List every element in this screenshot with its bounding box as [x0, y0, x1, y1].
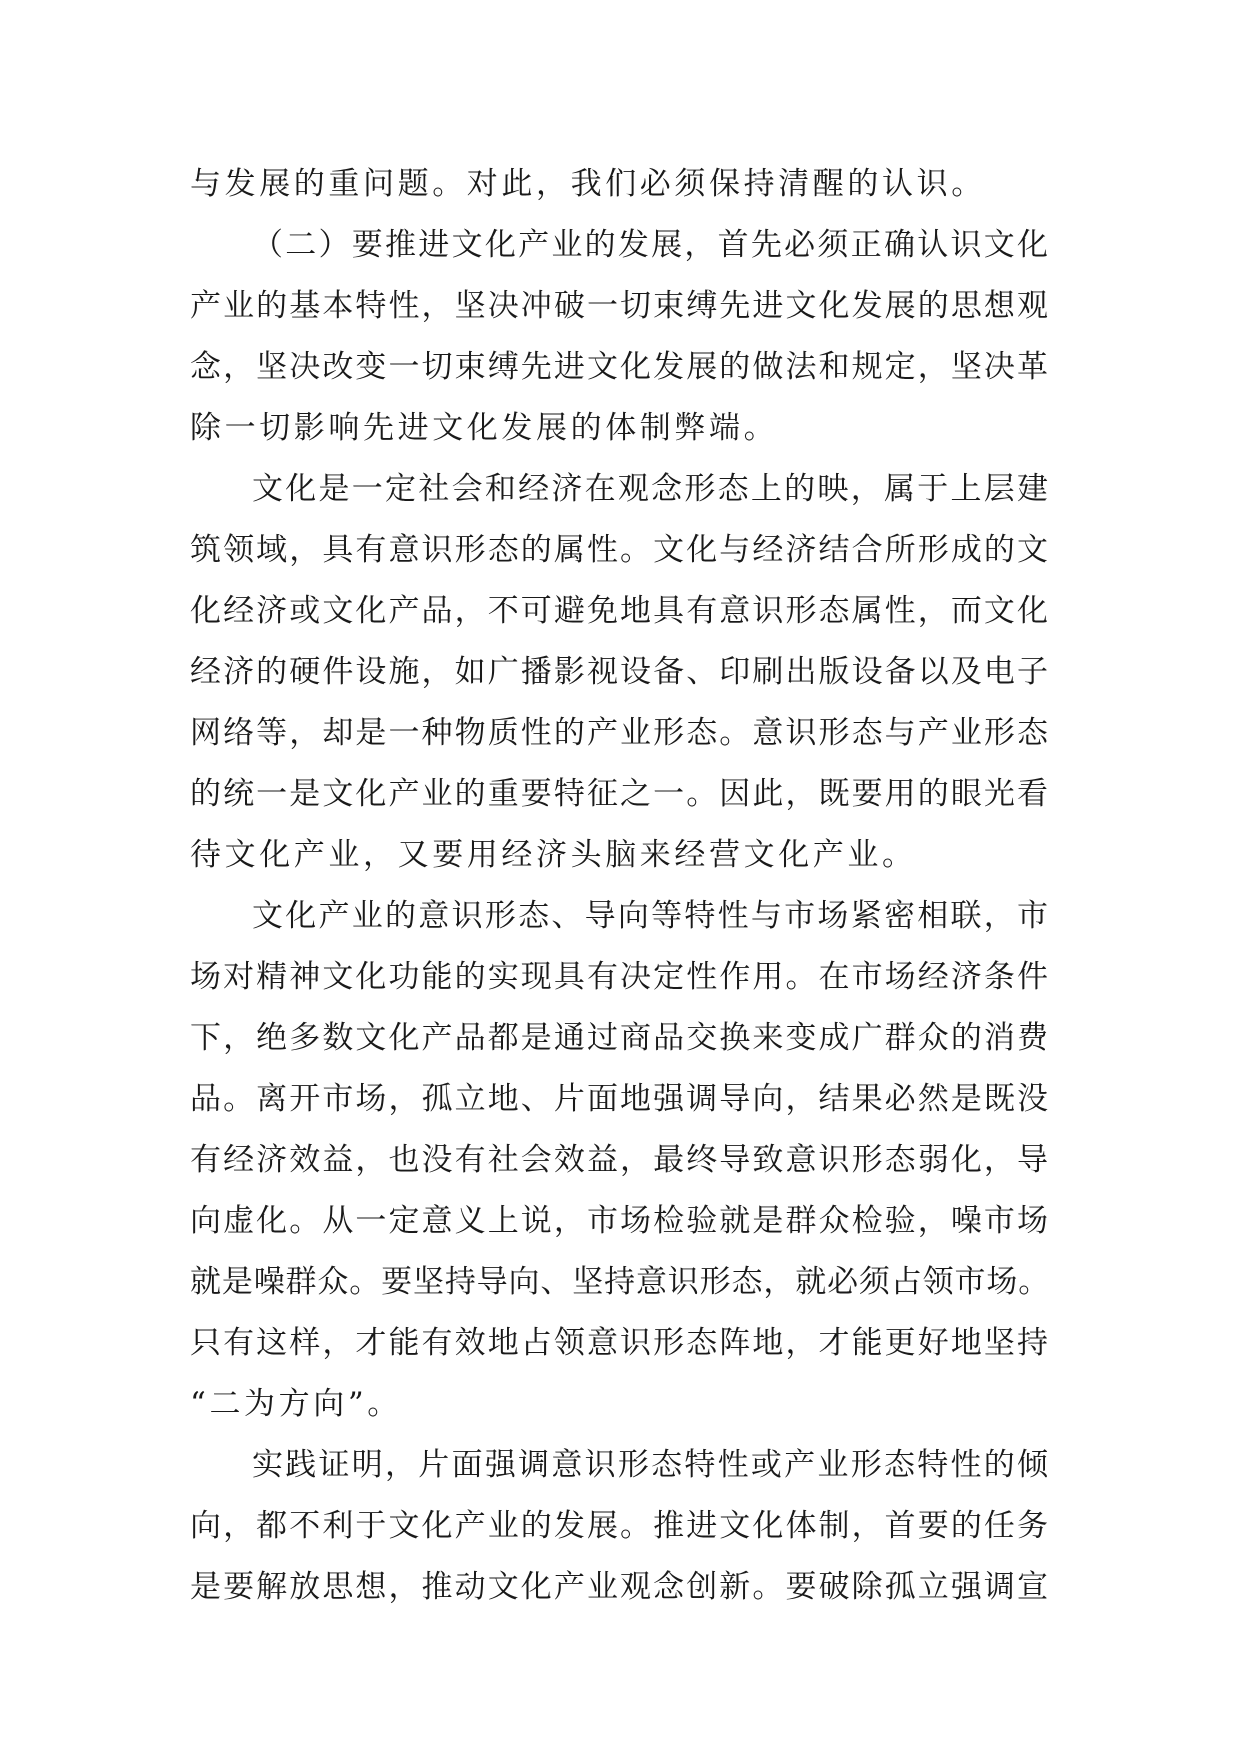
text-line: 实践证明，片面强调意识形态特性或产业形态特性的倾 — [252, 1447, 1050, 1483]
text-line: 是要解放思想，推动文化产业观念创新。要破除孤立强调宣 — [190, 1569, 1050, 1605]
text-line: 化经济或文化产品，不可避免地具有意识形态属性，而文化 — [190, 593, 1050, 629]
text-line: 场对精神文化功能的实现具有决定性作用。在市场经济条件 — [190, 959, 1050, 995]
text-line: 与发展的重问题。对此，我们必须保持清醒的认识。 — [190, 166, 986, 202]
text-line: 念，坚决改变一切束缚先进文化发展的做法和规定，坚决革 — [190, 349, 1050, 385]
text-line: 品。离开市场，孤立地、片面地强调导向，结果必然是既没 — [190, 1081, 1050, 1117]
text-line: 向虚化。从一定意义上说，市场检验就是群众检验，噪市场 — [190, 1203, 1050, 1239]
text-line: 产业的基本特性，坚决冲破一切束缚先进文化发展的思想观 — [190, 288, 1050, 324]
text-line: （二）要推进文化产业的发展，首先必须正确认识文化 — [252, 227, 1050, 263]
text-line: 文化产业的意识形态、导向等特性与市场紧密相联，市 — [252, 898, 1050, 934]
text-line: 文化是一定社会和经济在观念形态上的映，属于上层建 — [252, 471, 1050, 507]
text-line: 网络等，却是一种物质性的产业形态。意识形态与产业形态 — [190, 715, 1050, 751]
text-line: 下，绝多数文化产品都是通过商品交换来变成广群众的消费 — [190, 1020, 1050, 1056]
text-line: 经济的硬件设施，如广播影视设备、印刷出版设备以及电子 — [190, 654, 1050, 690]
text-line: 向，都不利于文化产业的发展。推进文化体制，首要的任务 — [190, 1508, 1050, 1544]
text-line: 待文化产业，又要用经济头脑来经营文化产业。 — [190, 837, 917, 873]
text-line: “二为方向”。 — [190, 1386, 402, 1422]
text-line: 只有这样，才能有效地占领意识形态阵地，才能更好地坚持 — [190, 1325, 1050, 1361]
text-line: 筑领域，具有意识形态的属性。文化与经济结合所形成的文 — [190, 532, 1050, 568]
text-line: 有经济效益，也没有社会效益，最终导致意识形态弱化，导 — [190, 1142, 1050, 1178]
text-line: 就是噪群众。要坚持导向、坚持意识形态，就必须占领市场。 — [190, 1264, 1050, 1300]
text-line: 的统一是文化产业的重要特征之一。因此，既要用的眼光看 — [190, 776, 1050, 812]
text-line: 除一切影响先进文化发展的体制弊端。 — [190, 410, 779, 446]
